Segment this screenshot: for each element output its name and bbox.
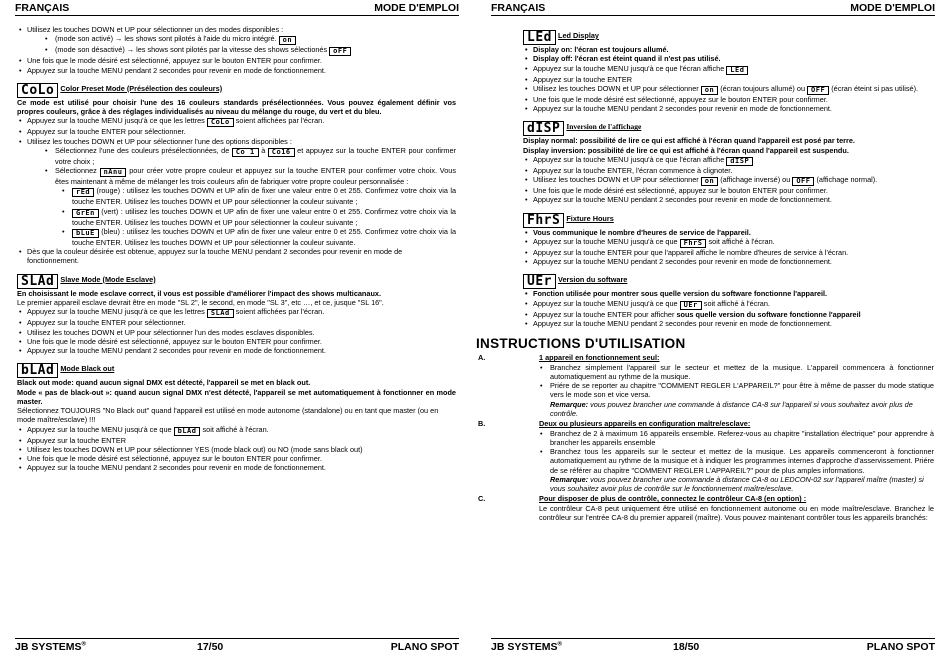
item-text-after: soient affichées par l'écran. (235, 307, 325, 317)
list-item (17, 207, 456, 227)
list-item (523, 64, 934, 75)
lcd-display-icon: Co 1 (232, 148, 259, 157)
lcd-display-icon: FhrS (680, 239, 707, 248)
item-text: Ce mode est utilisé pour choisir l'une des 16 couleurs standards présélectionnées. Vous pouvez également définir vos propres couleurs, grâce à des réglages individualisés au niveau du mélange du rouge, du vert et du bleu. (17, 97, 456, 117)
list-item (17, 56, 456, 65)
lcd-display-icon: rEd (72, 188, 94, 197)
section-title: 1 appareil en fonctionnement seul: (539, 353, 660, 363)
list-item: • Branchez simplement l'appareil sur le secteur et mettez de la musique. L'appareil commencera à fonctionner automatiquement au rythme de la musique. (523, 363, 934, 382)
list-item (17, 463, 456, 472)
item-text: Fonction utilisée pour montrer sous quelle version du software fonctionne l'appareil. (533, 289, 828, 299)
remark-text: vous pouvez brancher une commande à distance CA-8 ou LEDCON-02 sur l'appareil maître (master) si vous souhaitez avoir plus de contrôle sur le fonctionnement maître/esclave. (550, 474, 924, 494)
item-text: Appuyez sur la touche MENU jusqu'à ce que (533, 236, 678, 246)
section-title: Inversion de l'affichage (566, 122, 642, 132)
remark (523, 400, 934, 419)
item-text-after: (vert) : utilisez les touches DOWN et UP afin de fixer une valeur entre 0 et 255. Confirmez votre choix via la touche ENTER. Utilisez les touches DOWN et UP pour sélectionner la couleur suivante ; (72, 206, 456, 227)
section-letter: B. (478, 419, 486, 429)
item-text: Appuyez sur la touche MENU jusqu'à ce que les lettres (27, 307, 205, 317)
item-text: Une fois que le mode désiré est sélectionné, appuyez sur le bouton ENTER pour confirmer. (533, 94, 828, 104)
spacer (523, 113, 934, 117)
section-heading (523, 30, 934, 45)
section-heading (17, 83, 456, 98)
list-item (17, 227, 456, 247)
lcd-display-icon: CoLo (17, 83, 58, 98)
item-text: Vous communique le nombre d'heures de service de l'appareil. (533, 227, 751, 237)
item-text: Une fois que le mode désiré est sélectionné, appuyez sur le bouton ENTER pour confirmer. (27, 454, 322, 464)
lcd-display-icon: Co16 (268, 148, 295, 157)
spacer (17, 75, 456, 79)
header-language: FRANÇAIS (491, 2, 546, 14)
item-text: Display normal: possibilité de lire ce qui est affiché à l'écran quand l'appareil est posé par terre. (523, 136, 855, 146)
page-content (476, 26, 934, 522)
list-item (523, 195, 934, 204)
paragraph (17, 378, 456, 387)
section-c (478, 494, 934, 522)
lcd-display-icon: on (701, 86, 718, 95)
list-item (523, 175, 934, 186)
item-text: Une fois que le mode désiré est sélectionné, appuyez sur le bouton ENTER pour confirmer. (27, 56, 322, 66)
section-heading (523, 213, 934, 228)
section-title: Fixture Hours (566, 213, 614, 223)
item-text: Une fois que le mode désiré est sélectionné, appuyez sur le bouton ENTER pour confirmer. (533, 186, 828, 196)
item-text: Appuyez sur la touche MENU pendant 2 secondes pour revenir en mode de fonctionnement. (533, 195, 832, 205)
item-text: Utilisez les touches DOWN et UP pour sélectionner l'une des options disponibles : (27, 136, 292, 146)
item-text: Appuyez sur la touche ENTER pour afficher (533, 309, 675, 319)
paragraph (523, 146, 934, 155)
list-item (17, 307, 456, 318)
lcd-display-icon: bLuE (72, 229, 99, 238)
lcd-display-icon: dISP (523, 121, 564, 136)
item-text: Display on: l'écran est toujours allumé. (533, 45, 669, 54)
list-item (17, 454, 456, 463)
page-18 (476, 0, 950, 654)
page-header (491, 2, 935, 16)
item-text-after: (affichage inversé) ou (720, 175, 791, 185)
item-text: Appuyez sur la touche MENU pendant 2 secondes pour revenir en mode de fonctionnement. (533, 257, 832, 267)
list-item (523, 45, 934, 54)
section-heading (523, 121, 934, 136)
list-item (17, 25, 456, 34)
page-footer (15, 638, 459, 653)
spacer (523, 205, 934, 209)
item-text: (mode son désactivé) → les shows sont pilotés par la vitesse des shows sélectionés (55, 45, 328, 55)
footer-model: PLANO SPOT (866, 641, 935, 653)
list-item (523, 299, 934, 310)
header-language: FRANÇAIS (15, 2, 70, 14)
registered-mark: ® (81, 641, 86, 648)
page-content (17, 25, 456, 473)
list-item (17, 425, 456, 436)
item-text: Appuyez sur la touche MENU jusqu'à ce que l'écran affiche (533, 154, 725, 164)
lcd-display-icon: UEr (680, 301, 702, 310)
list-item (523, 75, 934, 84)
list-item (17, 34, 456, 45)
spacer (17, 355, 456, 359)
list-item (523, 84, 934, 95)
item-text: Appuyez sur la touche MENU jusqu'à ce que l'écran affiche (533, 63, 725, 73)
section-heading (17, 363, 456, 378)
item-text: Appuyez sur la touche ENTER pour sélectionner. (27, 318, 186, 328)
lcd-display-icon: bLAd (174, 427, 201, 436)
item-text: Appuyez sur la touche MENU pendant 2 secondes pour revenir en mode de fonctionnement. (27, 463, 326, 473)
list-item (17, 247, 456, 266)
item-text: Appuyez sur la touche MENU pendant 2 secondes pour revenir en mode de fonctionnement. (27, 346, 326, 356)
page-footer (491, 638, 935, 653)
paragraph (17, 406, 456, 425)
item-text: Utilisez les touches DOWN et UP pour sélectionner YES (mode black out) ou NO (mode sans black out) (27, 444, 363, 454)
list-item (17, 137, 456, 146)
lcd-display-icon: nAnu (100, 168, 127, 177)
item-text: Appuyez sur la touche ENTER (27, 435, 126, 445)
lcd-display-icon: UEr (523, 274, 556, 289)
lcd-display-icon: GrEn (72, 209, 99, 218)
list-item: • Branchez de 2 à maximum 16 appareils ensemble. Referez-vous au chapitre "installation électrique" pour apprendre à brancher les appareils ensemble (523, 429, 934, 448)
item-text: Utilisez les touches DOWN et UP pour sélectionner l'un des modes esclaves disponibles. (27, 327, 315, 337)
item-text-after: soit affiché à l'écran. (708, 236, 775, 246)
section-b (478, 419, 934, 494)
item-text: Utilisez les touches DOWN et UP pour sélectionner un des modes disponibles : (27, 25, 284, 34)
list-item (17, 346, 456, 355)
lcd-display-icon: oFF (329, 47, 351, 56)
item-text: Le premier appareil esclave devrait être en mode "SL 2", le second, en mode "SL 3", etc …, et ce, jusque "SL 16". (17, 297, 384, 307)
remark-label: Remarque: (550, 474, 589, 484)
list-item (523, 257, 934, 266)
list-item (17, 318, 456, 327)
item-text: Utilisez les touches DOWN et UP pour sélectionner (533, 83, 699, 93)
list-item: • Branchez tous les appareils sur le secteur et mettez de la musique. Les appareils commenceront à fonctionner automatiquement au rythme de la musique et à indiquer les programmes internes d'approche d'asservissement. Priére de se référer au chapitre "COMMENT REGLER L'APPAREIL?" pour de plus amples informations. (523, 447, 934, 475)
lcd-display-icon: LEd (523, 30, 556, 45)
item-text-after: soit affiché à l'écran. (202, 424, 269, 434)
remark-label: Remarque: (550, 399, 589, 409)
list-item (523, 237, 934, 248)
section-title: Mode Black out (60, 364, 115, 374)
item-text-after: (rouge) : utilisez les touches DOWN et UP afin de fixer une valeur entre 0 et 255. Confirmez votre choix via la touche ENTER. Utilisez les touches DOWN et UP pour sélectionner la couleur suivante ; (72, 186, 456, 207)
list-item (523, 166, 934, 175)
item-text: Sélectionnez l'une des couleurs présélectionnées, de (55, 145, 230, 155)
page-17 (0, 0, 474, 654)
item-text: Dès que la couleur désirée est obtenue, appuyez sur la touche MENU pendant 2 secondes pour revenir en mode de fonctionnement. (27, 247, 403, 266)
item-text: En choisissant le mode esclave correct, il vous est possible d'améliorer l'impact des shows multicanaux. (17, 288, 381, 298)
paragraph (17, 289, 456, 298)
section-title: Color Preset Mode (Présélection des couleurs) (60, 83, 223, 93)
list-item (17, 127, 456, 136)
registered-mark: ® (557, 641, 562, 648)
item-text: Appuyez sur la touche MENU pendant 2 secondes pour revenir en mode de fonctionnement. (27, 65, 326, 75)
item-text: Une fois que le mode désiré est sélectionné, appuyez sur le bouton ENTER pour confirmer. (27, 336, 322, 346)
item-text: Appuyez sur la touche MENU jusqu'à ce que (533, 298, 678, 308)
item-text: Sélectionnez TOUJOURS "No Black out" quand l'appareil est utilisé en mode autonome (standalone) ou en tant que master (ou en mode maître/esclave) !!! (17, 406, 439, 425)
list-item (523, 248, 934, 257)
item-text-after: (écran éteint si pas utilisé). (831, 83, 919, 93)
section-title: Version du software (558, 275, 628, 285)
footer-page-number: 18/50 (673, 641, 700, 653)
footer-brand: JB SYSTEMS (15, 641, 82, 653)
item-text: Appuyez sur la touche ENTER pour que l'appareil affiche le nombre d'heures de service à l'écran. (533, 247, 849, 257)
instructions-heading: INSTRUCTIONS D'UTILISATION (476, 336, 686, 352)
list-item (523, 104, 934, 113)
page-header (15, 2, 459, 16)
list-item (523, 186, 934, 195)
lcd-display-icon: FhrS (523, 213, 564, 228)
list-item (17, 45, 456, 56)
item-text-bold: sous quelle version du software fonctionne l'appareil (676, 309, 861, 319)
item-text: Appuyez sur la touche ENTER, l'écran commence à clignoter. (533, 165, 733, 175)
lcd-display-icon: CoLo (207, 118, 234, 127)
item-text: Utilisez les touches DOWN et UP pour sélectionner (533, 175, 699, 185)
item-text: Display inversion: possibilité de lire ce qui est affiché à l'écran quand l'appareil est suspendu. (523, 145, 849, 155)
item-text-after: pour créer votre propre couleur et appuyez sur la touche ENTER pour confirmer votre choix. Vous êtes maintenant à même de mélanger les trois couleurs afin de fabriquer votre propre couleur personnalisée : (55, 166, 456, 187)
section-title: Pour disposer de plus de contrôle, connectez le contrôleur CA-8 (en option) : (539, 494, 807, 504)
remark-text: vous pouvez brancher une commande à distance CA-8 sur l'appareil si vous souhaitez avoir plus de contrôle. (550, 399, 913, 418)
section-title: Slave Mode (Mode Esclave) (60, 274, 156, 284)
item-text: Mode « pas de black-out »: quand aucun signal DMX n'est détecté, l'appareil se met automatiquement à fonctionner en mode master. (17, 387, 456, 406)
item-text-after: (bleu) : utilisez les touches DOWN et UP afin de fixer une valeur entre 0 et 255. Confirmez votre choix via la touche ENTER. Utilisez les touches DOWN et UP pour sélectionner la couleur suivante. (72, 226, 456, 247)
list-item (523, 310, 934, 319)
lcd-display-icon: LEd (726, 66, 748, 75)
header-title: MODE D'EMPLOI (374, 2, 459, 14)
section-title: Led Display (558, 31, 599, 40)
item-text: (mode son activé) → les shows sont pilotés à l'aide du micro intégré. (55, 34, 277, 44)
list-item (523, 95, 934, 104)
list-item (523, 289, 934, 298)
item-text: Appuyez sur la touche ENTER pour sélectionner. (27, 127, 186, 137)
item-text: Display off: l'écran est éteint quand il n'est pas utilisé. (533, 54, 721, 64)
item-text: Appuyez sur la touche MENU jusqu'à ce que (27, 424, 172, 434)
list-item (17, 146, 456, 166)
footer-page-number: 17/50 (197, 641, 224, 653)
paragraph (17, 98, 456, 117)
footer-model: PLANO SPOT (390, 641, 459, 653)
lcd-display-icon: on (701, 177, 718, 186)
item-text-after: (affichage normal). (816, 175, 878, 185)
lcd-display-icon: OFF (792, 177, 814, 186)
item-text-after: soient affichées par l'écran. (235, 116, 325, 126)
item-text: Black out mode: quand aucun signal DMX est détecté, l'appareil se met en black out. (17, 378, 311, 388)
list-item (523, 54, 934, 63)
list-item (17, 436, 456, 445)
item-text-after: (écran toujours allumé) ou (720, 83, 806, 93)
list-item (17, 445, 456, 454)
paragraph (17, 298, 456, 307)
list-item (523, 228, 934, 237)
section-heading (17, 274, 456, 289)
list-item (523, 319, 934, 328)
item-text-after: à (261, 145, 266, 155)
lcd-display-icon: SLAd (207, 309, 234, 318)
item-text-after: et appuyez sur la touche ENTER pour confirmer votre choix ; (55, 145, 456, 166)
footer-brand: JB SYSTEMS (491, 641, 558, 653)
list-item (17, 66, 456, 75)
item-text: Appuyez sur la touche ENTER (533, 74, 632, 84)
header-title: MODE D'EMPLOI (850, 2, 935, 14)
item-text: Appuyez sur la touche MENU pendant 2 secondes pour revenir en mode de fonctionnement. (533, 318, 832, 328)
list-item (17, 337, 456, 346)
item-text: Appuyez sur la touche MENU pendant 2 secondes pour revenir en mode de fonctionnement. (533, 104, 832, 114)
spacer (523, 266, 934, 270)
list-item (17, 186, 456, 206)
lcd-display-icon: SLAd (17, 274, 58, 289)
section-title: Deux ou plusieurs appareils en configuration maître/esclave: (539, 419, 751, 429)
list-item (523, 155, 934, 166)
section-letter: C. (478, 494, 486, 504)
remark (523, 475, 934, 494)
item-text: Appuyez sur la touche MENU jusqu'à ce que les lettres (27, 116, 205, 126)
item-text: Sélectionnez (55, 166, 97, 176)
lcd-display-icon: OFF (807, 86, 829, 95)
section-text: Le contrôleur CA-8 peut uniquement être utilisé en fonctionnement autonome ou en mode maître/esclave. Branchez le contrôleur sur l'entrée CA-8 du premier appareil (maître). Vous pouvez maintenant contrôler tous les appareils branchés: (539, 503, 934, 522)
paragraph (17, 388, 456, 407)
paragraph (523, 136, 934, 145)
section-a (478, 353, 934, 418)
list-item (17, 328, 456, 337)
section-heading (523, 274, 934, 289)
list-item (17, 166, 456, 186)
lcd-display-icon: bLAd (17, 363, 58, 378)
list-item: • Priére de se reporter au chapitre "COMMENT REGLER L'APPAREIL?" pour être à même de passer du mode statique vers le mode son et vice versa. (523, 381, 934, 400)
item-text-after: soit affiché à l'écran. (703, 298, 770, 308)
lcd-display-icon: on (279, 36, 296, 45)
lcd-display-icon: dISP (726, 157, 753, 166)
spacer (17, 266, 456, 270)
section-letter: A. (478, 353, 486, 363)
list-item (17, 116, 456, 127)
